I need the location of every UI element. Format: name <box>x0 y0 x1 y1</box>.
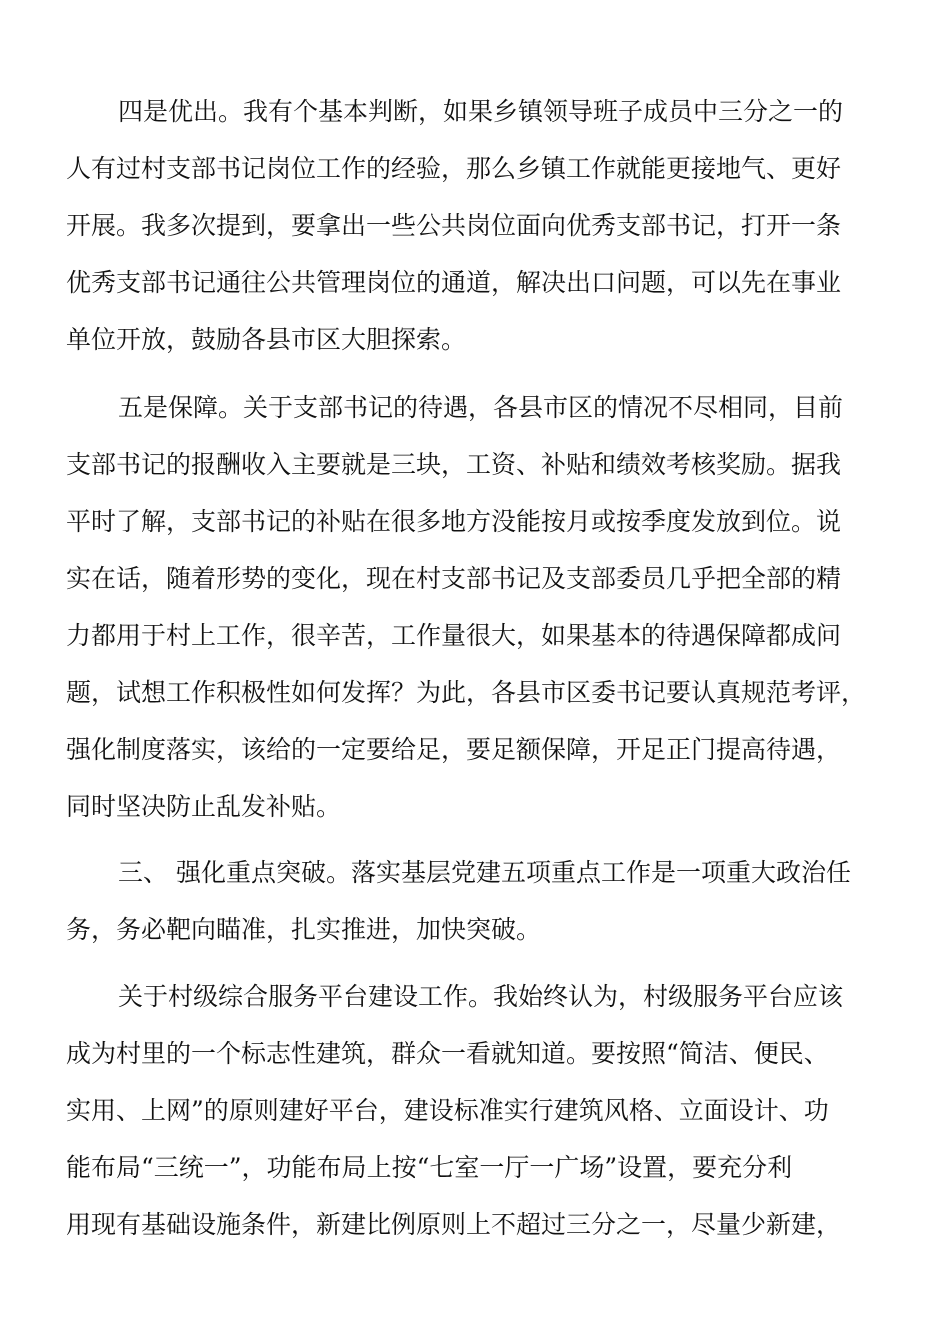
text-line: 四是优出。我有个基本判断，如果乡镇领导班子成员中三分之一的 <box>118 97 844 126</box>
text-line: 单位开放，鼓励各县市区大胆探索。 <box>66 325 467 354</box>
text-line: 三、 强化重点突破。落实基层党建五项重点工作是一项重大政治任 <box>118 858 851 887</box>
text-line: 同时坚决防止乱发补贴。 <box>66 792 342 821</box>
text-line: 五是保障。关于支部书记的待遇，各县市区的情况不尽相同，目前 <box>118 393 844 422</box>
text-line: 强化制度落实，该给的一定要给足，要足额保障，开足正门提高待遇， <box>66 735 842 764</box>
text-line: 实用、上网”的原则建好平台，建设标准实行建筑风格、立面设计、功 <box>66 1096 829 1125</box>
text-line: 能布局“三统一”，功能布局上按“七室一厅一广场”设置，要充分利 <box>66 1153 793 1182</box>
text-line: 平时了解，支部书记的补贴在很多地方没能按月或按季度发放到位。说 <box>66 507 842 536</box>
text-line: 人有过村支部书记岗位工作的经验，那么乡镇工作就能更接地气、更好 <box>66 154 842 183</box>
text-line: 支部书记的报酬收入主要就是三块，工资、补贴和绩效考核奖励。据我 <box>66 450 842 479</box>
text-line: 开展。我多次提到，要拿出一些公共岗位面向优秀支部书记，打开一条 <box>66 211 842 240</box>
text-line: 优秀支部书记通往公共管理岗位的通道，解决出口问题，可以先在事业 <box>66 268 842 297</box>
text-line: 成为村里的一个标志性建筑，群众一看就知道。要按照“简洁、便民、 <box>66 1039 829 1068</box>
text-line: 力都用于村上工作，很辛苦，工作量很大，如果基本的待遇保障都成问 <box>66 621 842 650</box>
text-line: 实在话，随着形势的变化，现在村支部书记及支部委员几乎把全部的精 <box>66 564 842 593</box>
text-line: 题，试想工作积极性如何发挥？为此，各县市区委书记要认真规范考评， <box>66 678 867 707</box>
text-line: 用现有基础设施条件，新建比例原则上不超过三分之一，尽量少新建， <box>66 1210 842 1239</box>
text-line: 关于村级综合服务平台建设工作。我始终认为，村级服务平台应该 <box>118 982 844 1011</box>
text-line: 务，务必靶向瞄准，扎实推进，加快突破。 <box>66 915 542 944</box>
